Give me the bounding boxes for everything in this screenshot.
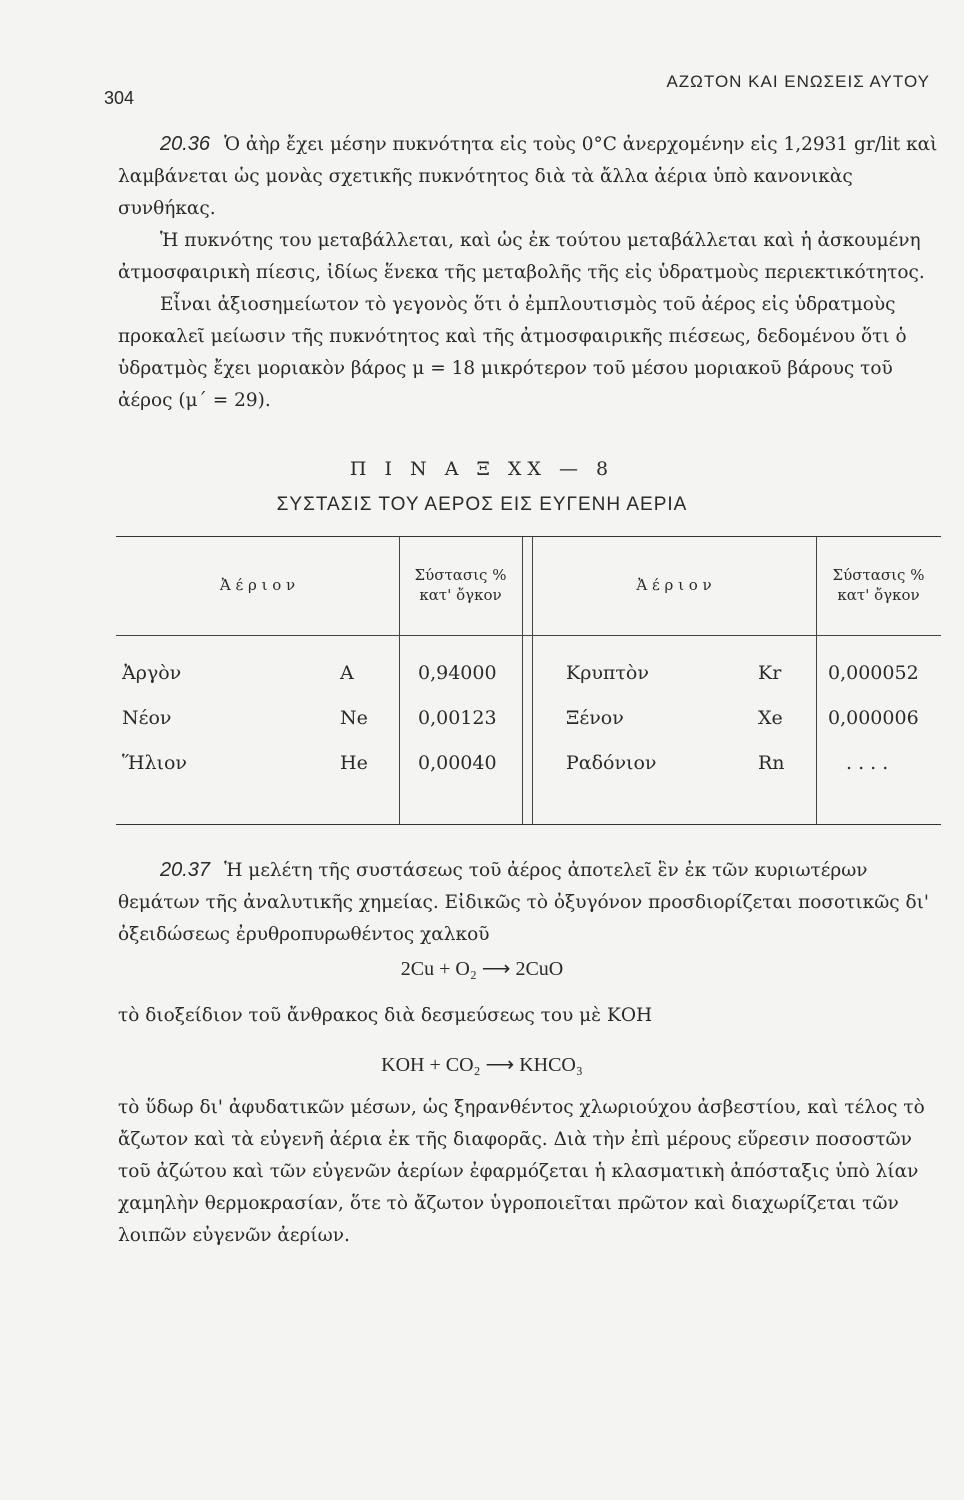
table-header-rule [116,635,941,636]
paragraph-text: Ἡ πυκνότης του μεταβάλλεται, καὶ ὡς ἐκ τούτου μεταβάλλεται καὶ ἡ ἀσκουμένη ἀτμοσφαιρικὴ πίεσις, ἰδίως ἕνεκα τῆς μεταβολῆς τῆς εἰς ὑδρατμοὺς περιεκτικότητος. [118,230,925,283]
header-comp-right: Σύστασις % κατ' ὄγκον [832,566,925,604]
gas-value: 0,94000 [418,662,497,684]
gas-symbol: Xe [758,707,783,729]
gas-value: 0,000006 [828,707,919,729]
gas-value: 0,00123 [418,707,497,729]
gas-name: Κρυπτὸν [566,662,649,684]
gas-name: Ἀργὸν [122,662,182,684]
gas-name: Ἥλιον [122,752,187,774]
equation-copper-oxidation: 2Cu + O₂ ⟶ 2CuO [400,958,564,980]
gas-value: 0,000052 [828,662,919,684]
paragraph-text: τὸ ὕδωρ δι' ἀφυδατικῶν μέσων, ὡς ξηρανθέντος χλωριούχου ἀσβεστίου, καὶ τέλος τὸ ἄζωτον καὶ τὰ εὐγενῆ ἀέρια ἐκ τῆς διαφορᾶς. Διὰ τὴν ἐπὶ μέρους εὕρεσιν ποσοστῶν τοῦ ἀζώτου καὶ τῶν εὐγενῶν ἀερίων ἐφαρμόζεται ἡ κλασματικὴ ἀπόσταξις ὑπὸ λίαν χαμηλὴν θερμοκρασίαν, ὅτε τὸ ἄζωτον ὑγροποιεῖται πρῶτον καὶ διαχωρίζεται τῶν λοιπῶν εὐγενῶν ἀερίων. [118,1097,925,1246]
table-subtitle: ΣΥΣΤΑΣΙΣ ΤΟΥ ΑΕΡΟΣ ΕΙΣ ΕΥΓΕΝΗ ΑΕΡΙΑ [276,494,688,515]
gas-name: Ραδόνιον [566,752,657,774]
section-number: 20.36 [160,133,211,155]
page-number: 304 [104,88,135,108]
gas-symbol: Rn [758,752,785,774]
gas-value: . . . . [846,752,889,774]
gas-symbol: Kr [758,662,782,684]
paragraph-text: Ἡ μελέτη τῆς συστάσεως τοῦ ἀέρος ἀποτελεῖ ἓν ἐκ τῶν κυριωτέρων θεμάτων τῆς ἀναλυτικῆς χημείας. Εἰδικῶς τὸ ὀξυγόνον προσδιορίζεται ποσοτικῶς δι' ὀξειδώσεως ἐρυθροπυρωθέντος χαλκοῦ [118,860,930,945]
gas-name: Ξένον [566,707,624,729]
gas-symbol: A [340,662,354,684]
paragraph-text: Εἶναι ἀξιοσημείωτον τὸ γεγονὸς ὅτι ὁ ἐμπλουτισμὸς τοῦ ἀέρος εἰς ὑδρατμοὺς προκαλεῖ μείωσιν τῆς πυκνότητος καὶ τῆς ἀτμοσφαιρικῆς πιέσεως, δεδομένου ὅτι ὁ ὑδρατμὸς ἔχει μοριακὸν βάρος μ = 18 μικρότερον τοῦ μέσου μοριακοῦ βάρους τοῦ ἀέρος (μ΄ = 29). [118,294,907,411]
header-gas-left: Ἀ έ ρ ι ο ν [219,576,296,594]
composition-table [116,536,941,825]
paragraph-text: Ὁ ἀὴρ ἔχει μέσην πυκνότητα εἰς τοὺς 0°C ἀνερχομένην εἰς 1,2931 gr/lit καὶ λαμβάνεται ὡς μονὰς σχετικῆς πυκνότητος διὰ τὰ ἄλλα ἀέρια ὑπὸ κανονικὰς συνθήκας. [118,134,938,219]
gas-symbol: Ne [340,707,368,729]
paragraph-text: τὸ διοξείδιον τοῦ ἄνθρακος διὰ δεσμεύσεως του μὲ ΚΟΗ [118,1005,653,1026]
running-head: ΑΖΩΤΟΝ ΚΑΙ ΕΝΩΣΕΙΣ ΑΥΤΟΥ [666,72,930,91]
gas-symbol: He [340,752,368,774]
gas-name: Νέον [122,707,172,729]
table-title: Π Ι Ν Α Ξ XX — 8 [349,458,615,480]
gas-value: 0,00040 [418,752,497,774]
header-comp-left: Σύστασις % κατ' ὄγκον [414,566,507,604]
equation-co2-absorption: KOH + CO₂ ⟶ KHCO₃ [381,1054,583,1076]
section-20-36 [118,128,938,417]
section-20-37 [118,854,938,951]
header-gas-right: Ἀ έ ρ ι ο ν [636,576,712,594]
section-number: 20.37 [160,859,211,881]
table-divider [522,537,523,824]
